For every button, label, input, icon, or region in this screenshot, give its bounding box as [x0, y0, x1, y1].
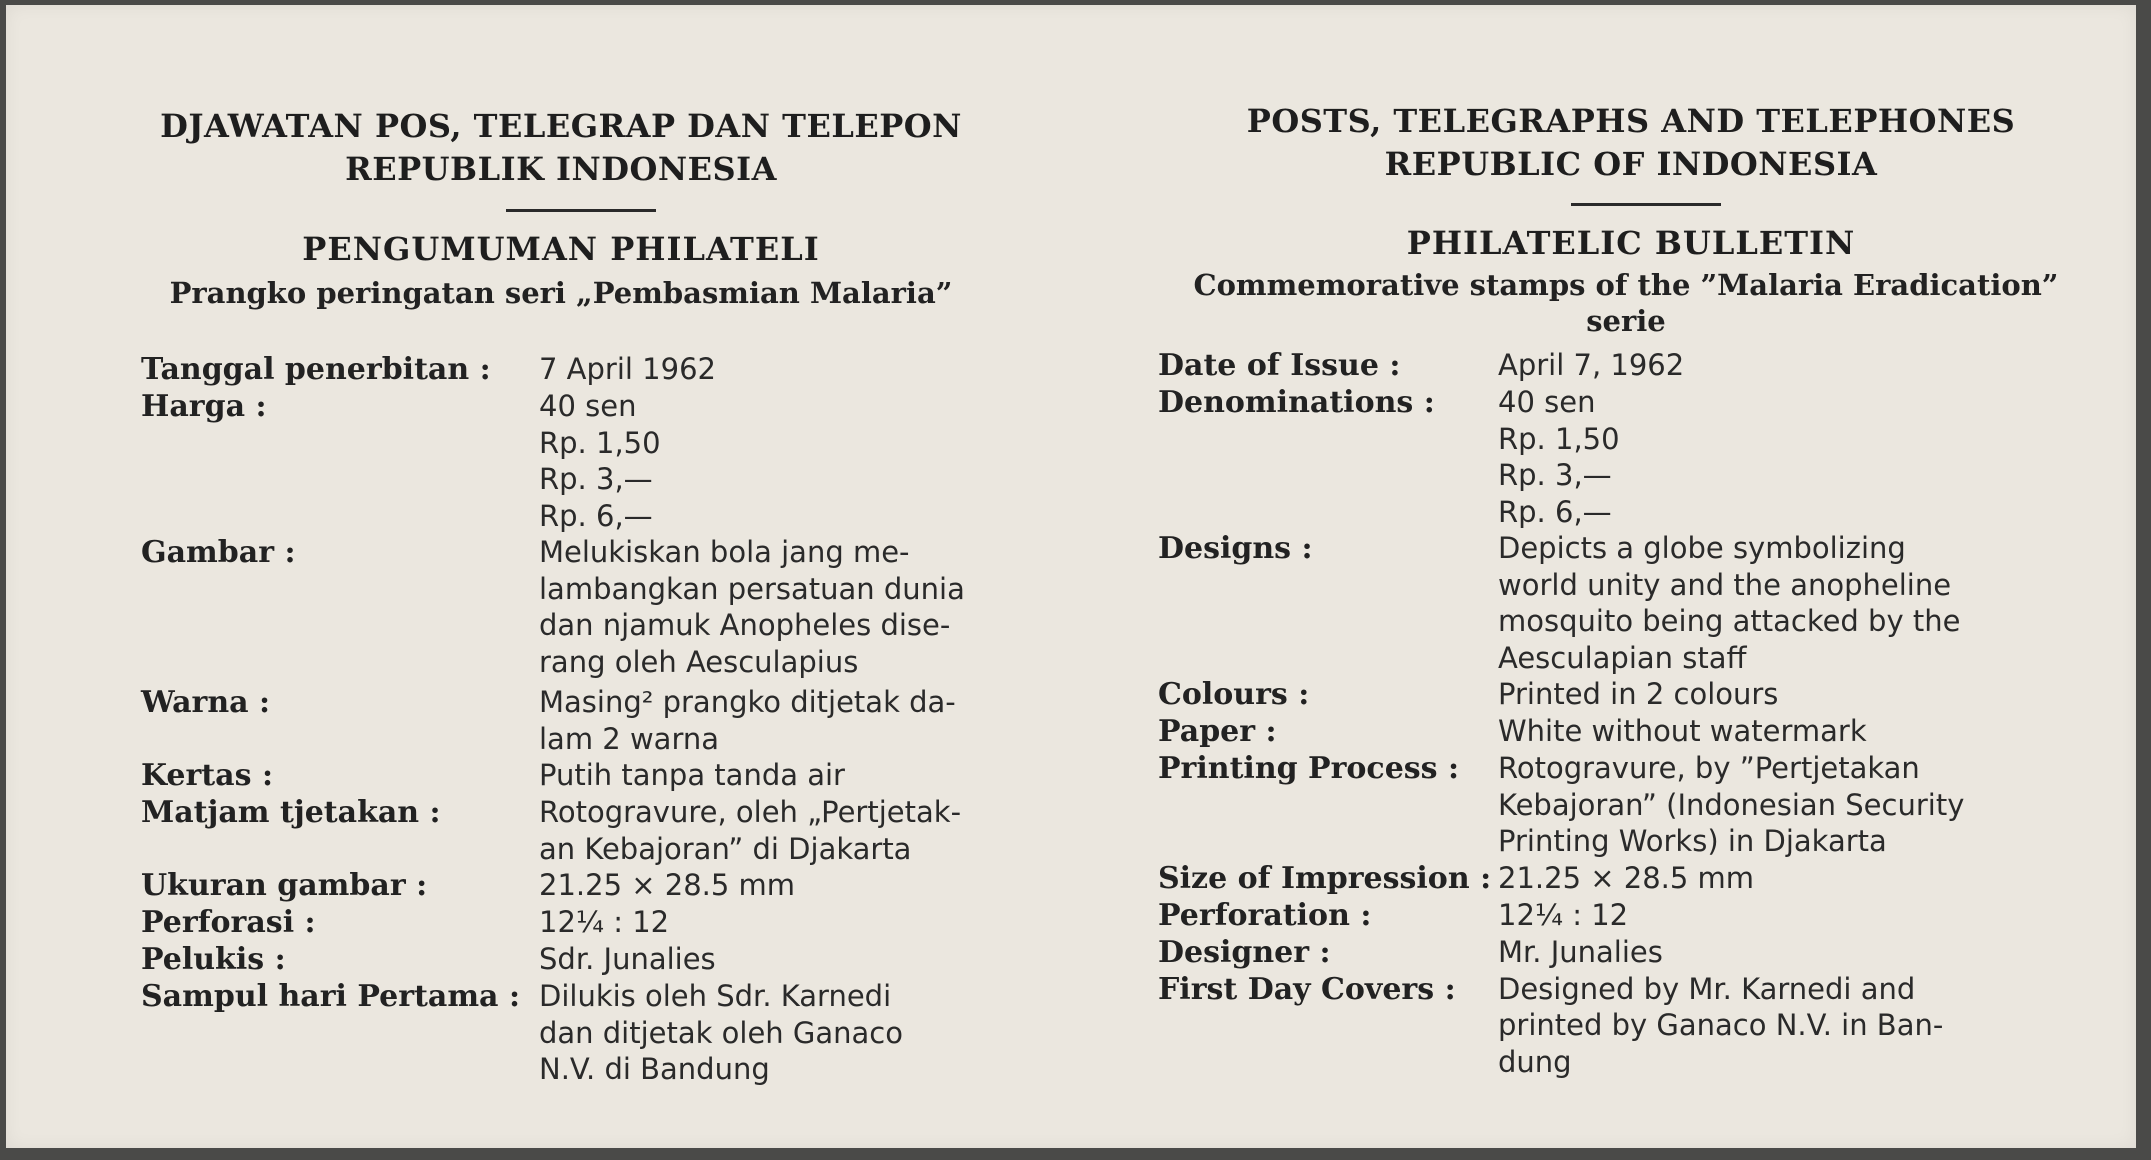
value-line: White without watermark: [1498, 714, 1867, 748]
field-value: [539, 978, 999, 1088]
value-line: 40 sen: [539, 389, 637, 423]
value-line: Dilukis oleh Sdr. Karnedi: [539, 979, 892, 1013]
field-row-first-day-covers: [1158, 971, 1998, 1081]
field-value: [1498, 971, 1998, 1081]
field-label: Date of Issue :: [1158, 348, 1401, 383]
field-value: [1498, 347, 1998, 384]
english-column: [1076, 5, 2136, 1148]
field-label: Perforasi :: [141, 905, 316, 940]
value-line: an Kebajoran” di Djakarta: [539, 831, 912, 866]
value-line: Mr. Junalies: [1498, 934, 1663, 969]
field-value: [539, 904, 999, 941]
value-line: dan ditjetak oleh Ganaco: [539, 1015, 903, 1050]
field-label: Size of Impression :: [1158, 860, 1492, 896]
field-value: [539, 794, 999, 867]
value-line: printed by Ganaco N.V. in Ban-: [1498, 1008, 1944, 1042]
value-line: 7 April 1962: [539, 352, 716, 386]
field-value: [1498, 750, 1998, 860]
field-label: Tanggal penerbitan :: [141, 352, 491, 387]
value-line: world unity and the anopheline: [1498, 567, 1952, 602]
subtitle-line: serie: [1586, 304, 1666, 338]
value-line: lam 2 warna: [539, 721, 720, 756]
field-value: [1498, 860, 1998, 897]
value-line: 21.25 × 28.5 mm: [539, 868, 796, 902]
field-value: [1498, 676, 1998, 713]
series-subtitle: Prangko peringatan seri „Pembasmian Malaria”: [169, 276, 953, 310]
value-line: Rp. 6,—: [539, 498, 653, 533]
value-line: Rp. 6,—: [1498, 494, 1612, 529]
indonesian-header: [66, 105, 1056, 191]
value-line: Aesculapian staff: [1498, 640, 1747, 675]
value-line: N.V. di Bandung: [539, 1052, 770, 1086]
field-row-printing: [141, 794, 999, 867]
field-row-colour: [141, 684, 999, 757]
field-value: [539, 388, 999, 534]
header-line: REPUBLIC OF INDONESIA: [1384, 145, 1878, 183]
field-row-issue-date: [141, 351, 999, 388]
value-line: Melukiskan bola jang me-: [539, 535, 910, 569]
field-value: [539, 867, 999, 904]
value-line: Rp. 1,50: [1498, 421, 1620, 456]
field-label: Sampul hari Pertama :: [141, 979, 521, 1014]
value-line: Rotogravure, oleh „Pertjetak-: [539, 795, 962, 829]
field-list: [141, 351, 999, 1088]
value-line: 12¼ : 12: [1498, 897, 1629, 932]
value-line: mosquito being attacked by the: [1498, 604, 1961, 638]
field-value: [539, 941, 999, 978]
field-label: Colours :: [1158, 677, 1310, 712]
value-line: 12¼ : 12: [539, 905, 670, 939]
field-row-colours: [1158, 676, 1998, 713]
field-list: [1158, 347, 1998, 1080]
field-value: [1498, 934, 1998, 971]
series-subtitle: [1156, 267, 2096, 339]
title-divider: [506, 209, 656, 212]
english-header: [1136, 100, 2126, 186]
field-value: [539, 534, 999, 680]
field-row-denominations: [1158, 384, 1998, 530]
indonesian-column: [6, 5, 1076, 1148]
field-value: [1498, 384, 1998, 530]
value-line: Depicts a globe symbolizing: [1498, 531, 1906, 565]
field-row-printing-process: [1158, 750, 1998, 860]
field-label: Warna :: [141, 685, 271, 720]
field-row-issue-date: [1158, 347, 1998, 384]
field-label: Printing Process :: [1158, 751, 1460, 786]
field-label: Gambar :: [141, 535, 296, 570]
field-value: [1498, 713, 1998, 750]
field-label: First Day Covers :: [1158, 971, 1456, 1007]
value-line: 40 sen: [1498, 385, 1596, 419]
value-line: Kebajoran” (Indonesian Security: [1498, 787, 1965, 822]
field-row-paper: [141, 757, 999, 794]
field-row-size: [1158, 860, 1998, 897]
field-row-designer: [141, 941, 999, 978]
value-line: 21.25 × 28.5 mm: [1498, 860, 1755, 895]
field-label: Paper :: [1158, 714, 1277, 749]
value-line: dung: [1498, 1044, 1572, 1079]
value-line: dan njamuk Anopheles dise-: [539, 608, 951, 642]
value-line: rang oleh Aesculapius: [539, 644, 859, 679]
field-label: Perforation :: [1158, 897, 1372, 933]
field-row-first-day-cover: [141, 978, 999, 1088]
title-divider: [1571, 203, 1721, 206]
field-row-size: [141, 867, 999, 904]
field-label: Harga :: [141, 389, 267, 424]
field-label: Designer :: [1158, 934, 1331, 970]
field-value: [539, 351, 999, 388]
header-line: REPUBLIK INDONESIA: [345, 150, 777, 188]
field-value: [539, 684, 999, 757]
value-line: lambangkan persatuan dunia: [539, 571, 965, 606]
bulletin-title: PHILATELIC BULLETIN: [1406, 224, 1856, 262]
field-label: Matjam tjetakan :: [141, 795, 441, 830]
field-row-perforation: [141, 904, 999, 941]
field-row-price: [141, 388, 999, 534]
field-label: Kertas :: [141, 758, 274, 793]
field-label: Designs :: [1158, 531, 1313, 566]
value-line: Printing Works) in Djakarta: [1498, 824, 1887, 858]
value-line: Rp. 3,—: [539, 462, 653, 496]
field-label: Ukuran gambar :: [141, 868, 428, 903]
value-line: April 7, 1962: [1498, 348, 1685, 382]
field-row-designer: [1158, 934, 1998, 971]
header-line: POSTS, TELEGRAPHS AND TELEPHONES: [1246, 102, 2016, 140]
field-row-perforation: [1158, 897, 1998, 934]
subtitle-line: Commemorative stamps of the ”Malaria Eradication”: [1193, 268, 2059, 302]
field-value: [1498, 530, 1998, 676]
field-value: [539, 757, 999, 794]
value-line: Putih tanpa tanda air: [539, 758, 845, 792]
value-line: Rotogravure, by ”Pertjetakan: [1498, 751, 1920, 785]
field-row-designs: [1158, 530, 1998, 676]
field-label: Pelukis :: [141, 942, 286, 977]
bulletin-sheet: [6, 5, 2136, 1148]
header-line: DJAWATAN POS, TELEGRAP DAN TELEPON: [160, 107, 962, 145]
value-line: Sdr. Junalies: [539, 942, 716, 976]
field-label: Denominations :: [1158, 385, 1435, 420]
bulletin-title: PENGUMUMAN PHILATELI: [302, 230, 820, 268]
field-row-paper: [1158, 713, 1998, 750]
field-value: [1498, 897, 1998, 934]
value-line: Designed by Mr. Karnedi and: [1498, 971, 1916, 1006]
field-row-design: [141, 534, 999, 680]
value-line: Rp. 1,50: [539, 425, 661, 460]
value-line: Masing² prangko ditjetak da-: [539, 685, 956, 719]
value-line: Printed in 2 colours: [1498, 677, 1779, 711]
value-line: Rp. 3,—: [1498, 458, 1612, 492]
